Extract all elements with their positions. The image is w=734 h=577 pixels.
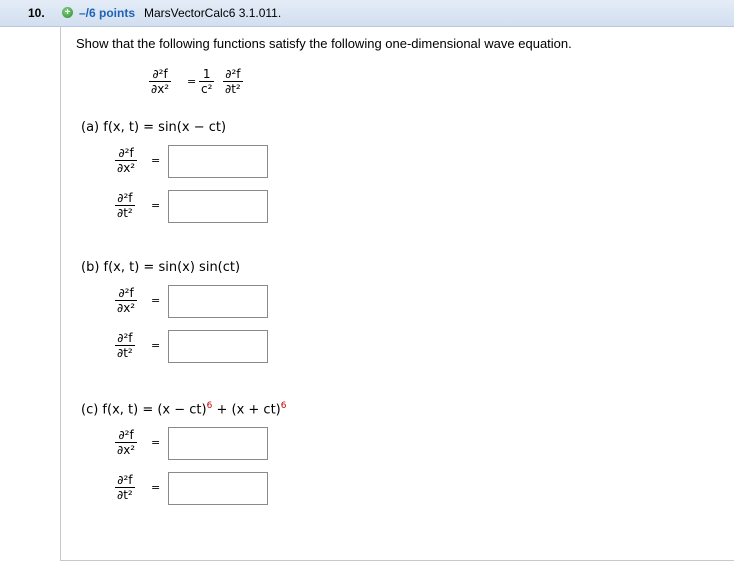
wave-lhs-den: ∂x² (151, 82, 170, 96)
points-label: –/6 points (79, 6, 136, 20)
part-a-label: (a) f(x, t) = sin(x − ct) (81, 120, 227, 135)
wave-rhs-fraction (223, 67, 243, 96)
part-a-dt-input[interactable] (168, 190, 268, 223)
part-b-dt-den: ∂t² (117, 346, 133, 360)
part-c-exponent-2: 6 (280, 401, 287, 411)
part-c-label-pre: (c) f(x, t) = (x − ct) (81, 402, 207, 418)
question-text: Show that the following functions satisfy the following one-dimensional wave equation. (76, 36, 572, 51)
part-a-dx-equals: = (151, 154, 161, 167)
part-c-dt-input[interactable] (168, 472, 268, 505)
part-b-dx-input[interactable] (168, 285, 268, 318)
part-c-label (81, 401, 286, 417)
question-source: MarsVectorCalc6 3.1.011. (144, 6, 282, 20)
part-c-label-mid: + (x + ct) (212, 402, 281, 418)
wave-rhs-num: ∂²f (223, 67, 243, 82)
part-a-dt-num: ∂²f (115, 191, 135, 206)
part-c-dx-num: ∂²f (115, 428, 137, 443)
wave-lhs-fraction (149, 67, 171, 96)
part-b-dt-fraction (115, 331, 135, 360)
part-c-dx-fraction (115, 428, 137, 457)
question-content (60, 27, 734, 561)
part-b-dx-num: ∂²f (115, 286, 137, 301)
part-c-exponent-1: 6 (206, 401, 213, 411)
part-b-dt-num: ∂²f (115, 331, 135, 346)
part-c-dt-den: ∂t² (117, 488, 133, 502)
part-b-dt-input[interactable] (168, 330, 268, 363)
wave-coef-num: 1 (199, 67, 214, 82)
expand-plus-icon[interactable]: + (62, 7, 73, 18)
part-a-dx-fraction (115, 146, 137, 175)
question-header (0, 0, 734, 27)
wave-coef-den: c² (201, 82, 213, 96)
part-c-dx-den: ∂x² (117, 443, 136, 457)
part-c-dt-num: ∂²f (115, 473, 135, 488)
part-b-dt-equals: = (151, 339, 161, 352)
wave-rhs-den: ∂t² (225, 82, 241, 96)
part-a-dt-equals: = (151, 199, 161, 212)
wave-equals: = (187, 75, 197, 88)
part-c-dt-fraction (115, 473, 135, 502)
part-a-dt-fraction (115, 191, 135, 220)
part-b-label: (b) f(x, t) = sin(x) sin(ct) (81, 260, 241, 275)
part-b-dx-equals: = (151, 294, 161, 307)
part-b-dx-fraction (115, 286, 137, 315)
part-a-dx-input[interactable] (168, 145, 268, 178)
part-a-dt-den: ∂t² (117, 206, 133, 220)
part-b-dx-den: ∂x² (117, 301, 136, 315)
part-c-dx-input[interactable] (168, 427, 268, 460)
part-a-dx-num: ∂²f (115, 146, 137, 161)
part-c-dx-equals: = (151, 436, 161, 449)
wave-lhs-num: ∂²f (149, 67, 171, 82)
part-a-dx-den: ∂x² (117, 161, 136, 175)
part-c-dt-equals: = (151, 481, 161, 494)
question-number: 10. (28, 6, 45, 20)
wave-coef-fraction (199, 67, 214, 96)
